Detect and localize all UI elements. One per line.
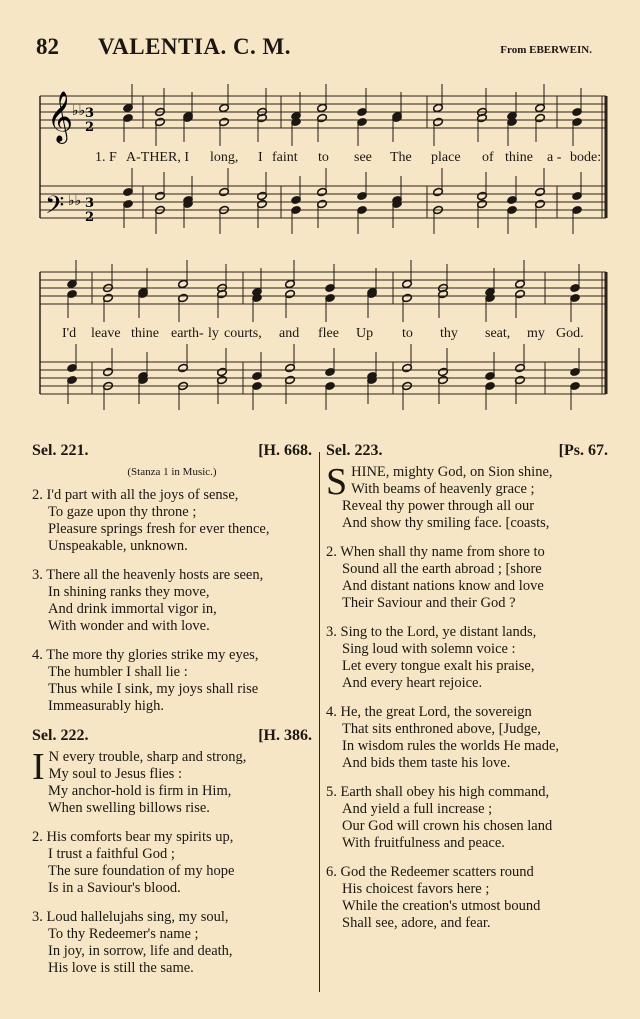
drop-cap: I [32, 746, 45, 788]
stanza [32, 829, 312, 897]
lyric-word: thy [440, 326, 458, 341]
lyric-word: courts, [224, 326, 262, 341]
lyric-word: A-THER, I [126, 150, 189, 165]
lyric-word: Up [356, 326, 374, 341]
bass-clef-icon: 𝄢 [45, 191, 65, 226]
key-signature-treble: ♭♭ [72, 103, 86, 119]
verse-line: 3. There all the heavenly hosts are seen, [32, 567, 264, 583]
stanza [326, 704, 608, 772]
lyric-word: flee [318, 326, 339, 341]
stanza [32, 647, 312, 715]
verse-line: To thy Redeemer's name ; [48, 926, 199, 942]
verse-line: While the creation's utmost bound [342, 898, 541, 914]
verse-line: 4. He, the great Lord, the sovereign [326, 704, 532, 720]
verse-line: Pleasure springs fresh for ever thence, [48, 521, 270, 537]
stanza [32, 567, 312, 635]
lyric-word: ly [208, 326, 219, 341]
verse-line: 2. When shall thy name from shore to [326, 544, 545, 560]
lyric-word: seat, [485, 326, 511, 341]
verse-line: HINE, mighty God, on Sion shine, [351, 464, 553, 480]
lyric-word: to [318, 150, 329, 165]
stanza [32, 487, 312, 555]
stanza-note: (Stanza 1 in Music.) [127, 466, 217, 478]
verse-line: Shall see, adore, and fear. [342, 915, 491, 931]
verse-line: Unspeakable, unknown. [48, 538, 188, 554]
verse-line: And every heart rejoice. [342, 675, 483, 691]
verse-line: That sits enthroned above, [Judge, [342, 721, 541, 737]
verse-line: With beams of heavenly grace ; [351, 481, 535, 497]
lyric-word: I [258, 150, 263, 165]
lyric-word: thine [131, 326, 159, 341]
verse-line: His love is still the same. [48, 960, 194, 976]
sel-223-heading: Sel. 223. [Ps. 67. [326, 442, 608, 459]
sel-222-stanzas [32, 746, 312, 977]
lyric-word: earth- [171, 326, 204, 341]
verse-line: Immeasurably high. [48, 698, 164, 714]
stanza [326, 544, 608, 612]
verse-line: 4. The more thy glories strike my eyes, [32, 647, 259, 663]
stanza [326, 864, 608, 932]
lyric-word: see [354, 150, 372, 165]
verse-line: My soul to Jesus flies : [48, 766, 182, 782]
verse-line: Reveal thy power through all our [342, 498, 535, 514]
verse-line: In wisdom rules the worlds He made, [342, 738, 560, 754]
lyric-word: faint [272, 150, 298, 165]
tune-title: VALENTIA. C. M. [98, 34, 292, 59]
lyric-word: of [482, 150, 494, 165]
lyric-word: God. [556, 326, 584, 341]
time-signature-bass: 3 [85, 196, 95, 211]
lyric-word: 1. F [95, 150, 117, 165]
verse-line: Thus while I sink, my joys shall rise [48, 681, 259, 697]
verse-line: And distant nations know and love [342, 578, 544, 594]
lyric-word: I'd [62, 326, 77, 341]
verse-line: In joy, in sorrow, life and death, [48, 943, 233, 959]
svg-text:2: 2 [85, 210, 95, 225]
sel-223-stanzas [326, 461, 608, 932]
verse-line: To gaze upon thy throne ; [48, 504, 197, 520]
verse-line: His choicest favors here ; [342, 881, 490, 897]
verse-line: The humbler I shall lie : [48, 664, 188, 680]
time-signature-treble: 3 [85, 106, 95, 121]
verse-line: Let every tongue exalt his praise, [342, 658, 535, 674]
lyric-word: a - [547, 150, 562, 165]
verse-line: 2. I'd part with all the joys of sense, [32, 487, 239, 503]
verse-line: N every trouble, sharp and strong, [48, 749, 247, 765]
treble-clef-icon: 𝄞 [47, 91, 74, 142]
verse-line: My anchor-hold is firm in Him, [48, 783, 232, 799]
stanza [32, 746, 312, 817]
verse-line: I trust a faithful God ; [48, 846, 175, 862]
verse-line: And show thy smiling face. [coasts, [342, 515, 550, 531]
svg-text:2: 2 [85, 120, 95, 135]
page-number: 82 [36, 34, 59, 59]
right-column [326, 442, 608, 944]
tune-attribution: From EBERWEIN. [500, 44, 592, 56]
lyric-word: my [527, 326, 545, 341]
system1-lyrics [0, 150, 640, 170]
drop-cap: S [326, 461, 348, 503]
lyric-word: The [390, 150, 412, 165]
lyric-word: and [279, 326, 300, 341]
verse-line: Their Saviour and their God ? [342, 595, 516, 611]
music-score [0, 0, 640, 420]
stanza [326, 461, 608, 532]
lyric-word: to [402, 326, 413, 341]
lyric-word: long, [210, 150, 239, 165]
sel-222-heading: Sel. 222. [H. 386. [32, 727, 312, 744]
verse-line: In shining ranks they move, [48, 584, 210, 600]
sel-221-stanzas [32, 487, 312, 715]
verse-line: And yield a full increase ; [342, 801, 493, 817]
verse-line: Sing loud with solemn voice : [342, 641, 516, 657]
lyric-word: place [431, 150, 461, 165]
lyric-word: bode: [570, 150, 602, 165]
verse-line: 3. Sing to the Lord, ye distant lands, [326, 624, 537, 640]
stanza [326, 784, 608, 852]
stanza [326, 624, 608, 692]
left-column [32, 442, 312, 989]
verse-line: 3. Loud hallelujahs sing, my soul, [32, 909, 229, 925]
lyric-word: leave [91, 326, 121, 341]
verse-line: When swelling billows rise. [48, 800, 210, 816]
verse-line: 5. Earth shall obey his high command, [326, 784, 550, 800]
key-signature-bass: ♭♭ [68, 193, 82, 209]
verse-line: And bids them taste his love. [342, 755, 511, 771]
verse-line: The sure foundation of my hope [48, 863, 235, 879]
column-divider [319, 452, 320, 992]
verse-line: With wonder and with love. [48, 618, 210, 634]
system2-lyrics [0, 326, 640, 346]
verse-line: Is in a Saviour's blood. [48, 880, 181, 896]
lyric-word: thine [505, 150, 533, 165]
verse-line: And drink immortal vigor in, [48, 601, 217, 617]
verse-line: 2. His comforts bear my spirits up, [32, 829, 234, 845]
verse-line: Our God will crown his chosen land [342, 818, 553, 834]
verse-line: 6. God the Redeemer scatters round [326, 864, 534, 880]
verse-line: Sound all the earth abroad ; [shore [342, 561, 542, 577]
verse-line: With fruitfulness and peace. [342, 835, 505, 851]
stanza [32, 909, 312, 977]
sel-221-heading: Sel. 221. [H. 668. [32, 442, 312, 459]
